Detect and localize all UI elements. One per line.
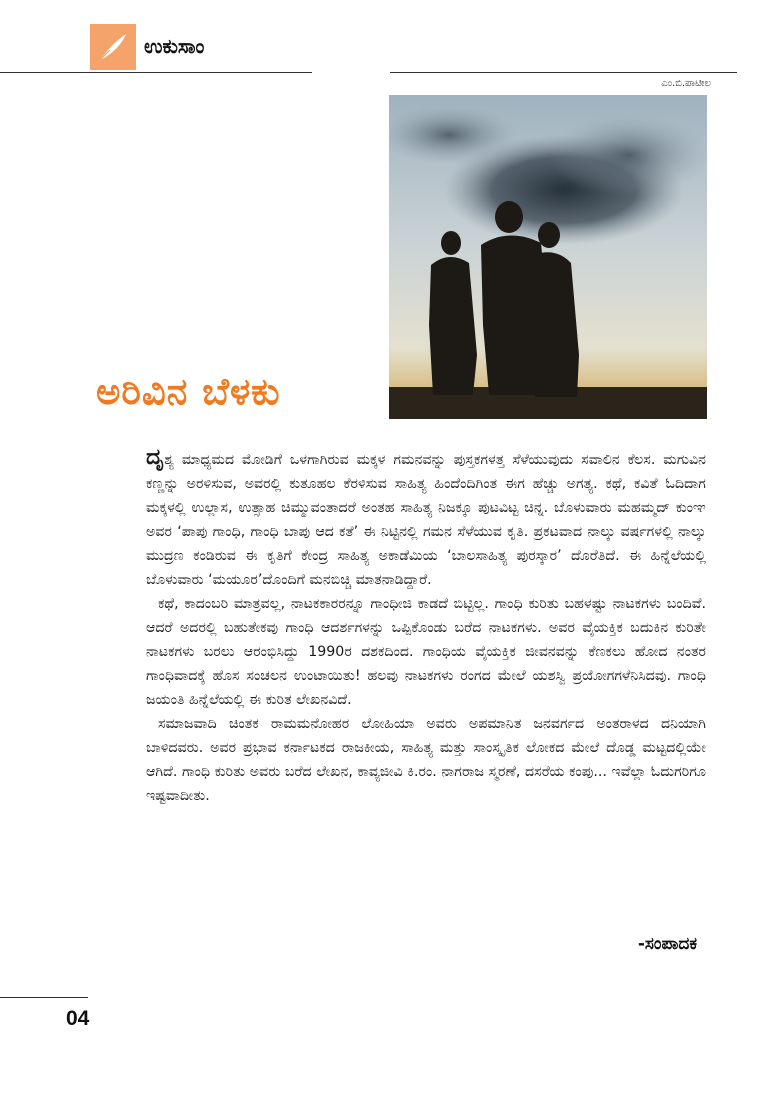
paragraph-1 [146,446,706,592]
paragraph-3: ಸಮಾಜವಾದಿ ಚಿಂತಕ ರಾಮಮನೋಹರ ಲೋಹಿಯಾ ಅವರು ಅಪಮಾನಿತ ಜನವರ್ಗದ ಅಂತರಾಳದ ದನಿಯಾಗಿ ಬಾಳಿದವರು. ಅವರ ಪ್ರಭಾವ ಕರ್ನಾಟಕದ ರಾಜಕೀಯ, ಸಾಹಿತ್ಯ ಮತ್ತು ಸಾಂಸ್ಕೃತಿಕ ಲೋಕದ ಮೇಲೆ ದೊಡ್ಡ ಮಟ್ಟದಲ್ಲಿಯೇ ಆಗಿದೆ. ಗಾಂಧಿ ಕುರಿತು ಅವರು ಬರೆದ ಲೇಖನ, ಕಾವ್ಯಜೀವಿ ಕಿ.ರಂ. ನಾಗರಾಜ ಸ್ಮರಣೆ, ದಸರೆಯ ಕಂಪು... ಇವೆಲ್ಲಾ ಓದುಗರಿಗೂ ಇಷ್ಟವಾದೀತು. [146,716,706,804]
dropcap: ದೃ [146,445,165,470]
silhouette-figures-image [389,95,707,419]
article-body [146,446,706,808]
editor-signature: -ಸಂಪಾದಕ [637,934,697,954]
header-rule-right [390,72,737,73]
photo-credit: ಎಂ.ಬಿ.ಪಾಟೀಲ [661,78,711,89]
page-number: 04 [66,1007,90,1030]
article-title: ಅರಿವಿನ ಬೆಳಕು [96,370,281,413]
footer-rule [0,997,88,998]
paragraph-2: ಕಥೆ, ಕಾದಂಬರಿ ಮಾತ್ರವಲ್ಲ, ನಾಟಕಕಾರರನ್ನೂ ಗಾಂಧೀಜಿ ಕಾಡದೆ ಬಿಟ್ಟಿಲ್ಲ. ಗಾಂಧಿ ಕುರಿತು ಬಹಳಷ್ಟು ನಾಟಕಗಳು ಬಂದಿವೆ. ಆದರೆ ಅದರಲ್ಲಿ ಬಹುತೇಕವು ಗಾಂಧಿ ಆದರ್ಶಗಳನ್ನು ಒಪ್ಪಿಕೊಂಡು ಬರೆದ ನಾಟಕಗಳು. ಅವರ ವೈಯಕ್ತಿಕ ಬದುಕಿನ ಕುರಿತೇ ನಾಟಕಗಳು ಬರಲು ಆರಂಭಿಸಿದ್ದು 1990ರ ದಶಕದಿಂದ. ಗಾಂಧಿಯ ವೈಯಕ್ತಿಕ ಜೀವನವನ್ನು ಕೆಣಕಲು ಹೋದ ನಂತರ ಗಾಂಧಿವಾದಕ್ಕೆ ಹೊಸ ಸಂಚಲನ ಉಂಟಾಯಿತು! ಹಲವು ನಾಟಕಗಳು ರಂಗದ ಮೇಲೆ ಯಶಸ್ವಿ ಪ್ರಯೋಗಗಳೆನಿಸಿದವು. ಗಾಂಧಿ ಜಯಂತಿ ಹಿನ್ನೆಲೆಯಲ್ಲಿ ಈ ಕುರಿತ ಲೇಖನವಿದೆ. [146,596,706,708]
quill-icon [96,30,130,64]
magazine-logo [90,24,136,70]
header-rule-left [0,72,312,73]
paragraph-1-text: ಶ್ಯ ಮಾಧ್ಯಮದ ಮೋಡಿಗೆ ಒಳಗಾಗಿರುವ ಮಕ್ಕಳ ಗಮನವನ್ನು ಪುಸ್ತಕಗಳತ್ತ ಸೆಳೆಯುವುದು ಸವಾಲಿನ ಕೆಲಸ. ಮಗುವಿನ ಕಣ್ಣನ್ನು ಅರಳಿಸುವ, ಅವರಲ್ಲಿ ಕುತೂಹಲ ಕೆರಳಿಸುವ ಸಾಹಿತ್ಯ ಹಿಂದೆಂದಿಗಿಂತ ಈಗ ಹೆಚ್ಚು ಅಗತ್ಯ. ಕಥೆ, ಕವಿತೆ ಓದಿದಾಗ ಮಕ್ಕಳಲ್ಲಿ ಉಲ್ಲಾಸ, ಉತ್ಸಾಹ ಚಿಮ್ಮುವಂತಾದರೆ ಅಂತಹ ಸಾಹಿತ್ಯ ನಿಜಕ್ಕೂ ಪುಟವಿಟ್ಟ ಚಿನ್ನ. ಬೊಳುವಾರು ಮಹಮ್ಮದ್ ಕುಂಞ ಅವರ ‘ಪಾಪು ಗಾಂಧಿ, ಗಾಂಧಿ ಬಾಪು ಆದ ಕತೆ’ ಈ ನಿಟ್ಟಿನಲ್ಲಿ ಗಮನ ಸೆಳೆಯುವ ಕೃತಿ. ಪ್ರಕಟವಾದ ನಾಲ್ಕು ವರ್ಷಗಳಲ್ಲಿ ನಾಲ್ಕು ಮುದ್ರಣ ಕಂಡಿರುವ ಈ ಕೃತಿಗೆ ಕೇಂದ್ರ ಸಾಹಿತ್ಯ ಅಕಾಡೆಮಿಯ ‘ಬಾಲಸಾಹಿತ್ಯ ಪುರಸ್ಕಾರ’ ದೊರೆತಿದೆ. ಈ ಹಿನ್ನೆಲೆಯಲ್ಲಿ ಬೊಳುವಾರು ‘ಮಯೂರ’ದೊಂದಿಗೆ ಮನಬಿಚ್ಚಿ ಮಾತನಾಡಿದ್ದಾರೆ. [146,452,706,588]
magazine-name: ಉಕುಸಾಂ [144,34,205,58]
